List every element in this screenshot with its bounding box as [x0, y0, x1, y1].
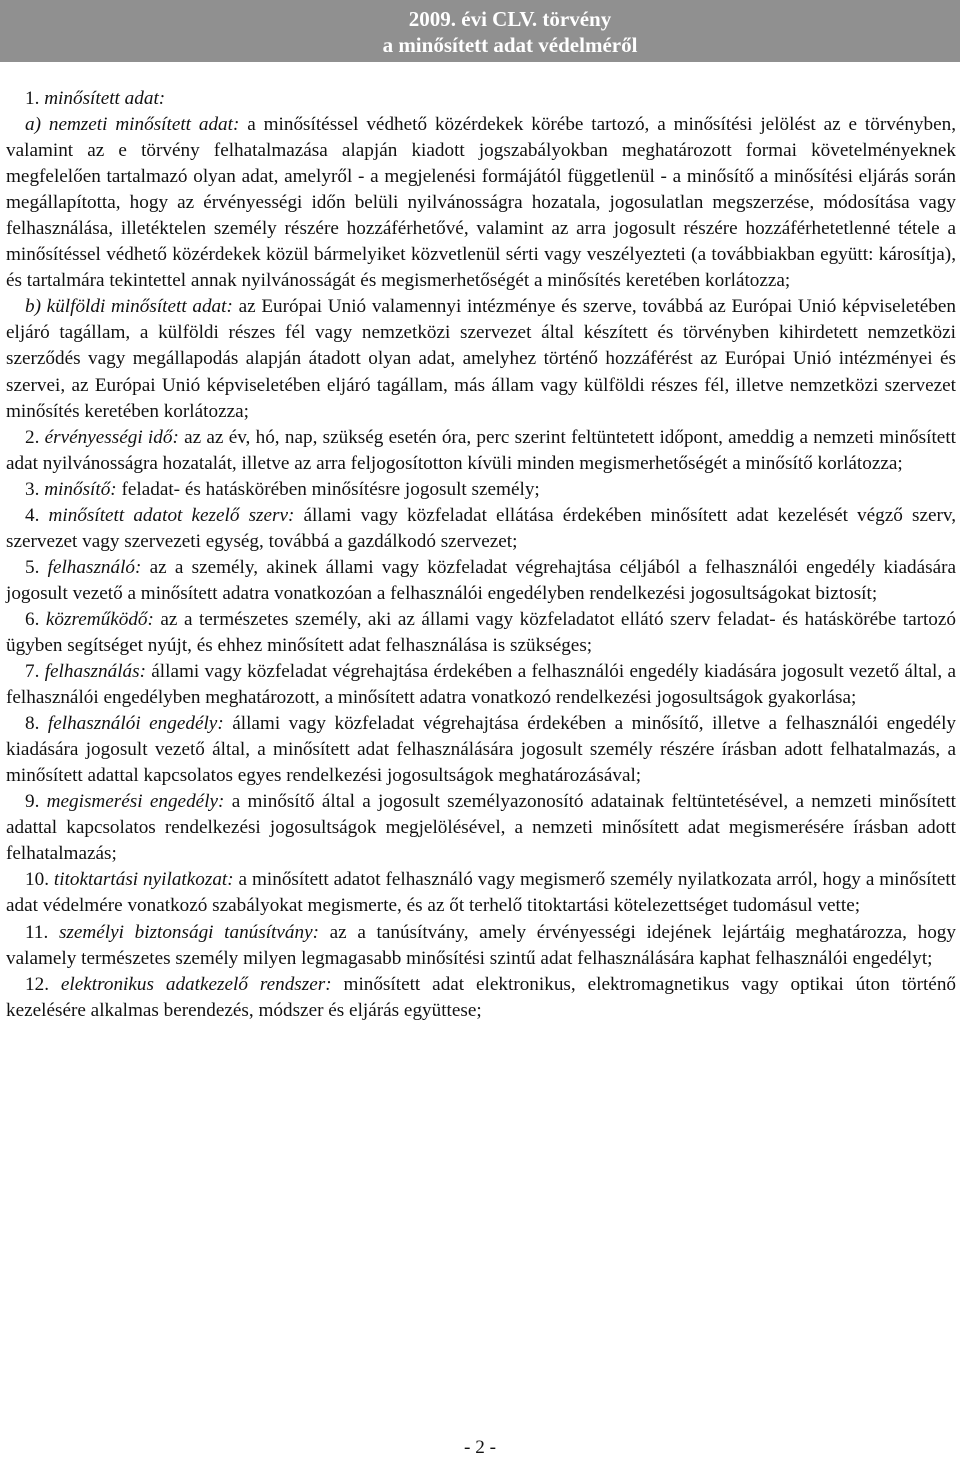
definition-number: 9. — [25, 791, 47, 813]
definition-text: állami vagy közfeladat ellátása érdekében minősített adat kezelését végző szerv, szervezet vagy szervezeti egység, továbbá a gazdálkodó szervezet; — [6, 504, 957, 552]
header-band — [0, 0, 960, 62]
definition-paragraph — [6, 920, 956, 972]
defined-term: minősített adat: — [44, 88, 166, 109]
definition-text: az Európai Unió valamennyi intézménye és szerve, továbbá az Európai Unió képviseletében eljáró tagállam, a külföldi részes fél vagy nemzetközi szervezet által készített és törvényben kihirdetett nemzetközi szerződés vagy megállapodás alapján átadott olyan adat, amelyhez történő hozzáférést az Európai Unió intézményei és szervei, az Európai Unió képviseletében eljáró tagállam, más állam vagy külföldi részes fél, illetve nemzetközi szervezet minősítés keretében korlátozza; — [6, 296, 957, 422]
defined-term: felhasználás: — [44, 661, 146, 683]
definition-text: az a természetes személy, aki az állami vagy közfeladatot ellátó szerv feladat- és hatáskörébe tartozó ügyben segítséget nyújt, és ehhez minősített adat felhasználása is szükséges; — [6, 608, 957, 656]
definition-paragraph — [6, 294, 956, 424]
definition-text: a minősített adatot felhasználó vagy megismerő személy nyilatkozata arról, hogy a minősített adat védelmére vonatkozó szabályokat megismerte, és az őt terhelő titoktartási kötelezettséget tudomásul vette; — [6, 869, 957, 917]
definition-paragraph — [6, 555, 956, 607]
definition-paragraph — [6, 867, 956, 919]
definition-number: 10. — [25, 869, 54, 891]
page-number: - 2 - — [464, 1437, 496, 1458]
definition-number: 7. — [25, 661, 45, 683]
definition-text: minősített adat elektronikus, elektromagnetikus vagy optikai úton történő kezelésére alkalmas berendezés, módszer és eljárás együttese; — [6, 973, 957, 1021]
definition-text: állami vagy közfeladat végrehajtása érdekében a felhasználói engedély kiadására jogosult vezető által, a felhasználói engedélyben meghatározott, a minősített adatra vonatkozó rendelkezési jogosultságok gyakorlása; — [6, 661, 956, 709]
defined-term: személyi biztonsági tanúsítvány: — [58, 921, 319, 943]
definition-text: az a személy, akinek állami vagy közfeladat végrehajtása céljából a felhasználói engedély kiadására jogosult vezető a minősített adatra vonatkozóan a felhasználói engedélyben rendelkezési jogosultságokat biztosít; — [6, 556, 956, 604]
defined-term: elektronikus adatkezelő rendszer: — [60, 973, 332, 995]
definition-text: a minősítéssel védhető közérdekek körébe tartozó, a minősítési jelölést az e törvényben, valamint az e törvény felhatalmazása alapján kiadott jogszabályokban meghatározott formai követelményeknek megfelelően tartalmazó olyan adat, amelyről - a megjelenési formájától függetlenül - a minősítő a minősítési eljárás során megállapította, hogy az érvényességi időn belüli nyilvánosságra hozatala, jogosulatlan megszerzése, módosítása vagy felhasználása, illetéktelen személy részére hozzáférhetővé, valamint az arra jogosult részére hozzáférhetetlenné tétele a minősítéssel védhető közérdekek közül bármelyiket közvetlenül sérti vagy veszélyezteti (a továbbiakban együtt: károsítja), és tartalmára tekintettel annak nyilvánosságát és megismerhetőségét a minősítés keretében korlátozza; — [6, 114, 957, 292]
defined-term: érvényességi idő: — [44, 426, 179, 448]
definition-paragraph — [6, 503, 956, 555]
definition-number: 2. — [25, 426, 45, 448]
definition-paragraph — [6, 425, 956, 477]
defined-term: felhasználói engedély: — [47, 713, 224, 735]
definition-paragraph — [6, 86, 956, 112]
definition-text: az a tanúsítvány, amely érvényességi idejének lejártáig meghatározza, hogy valamely természetes személy milyen legmagasabb minősítési szintű adat felhasználására kaphat felhasználói engedélyt; — [6, 921, 956, 969]
defined-term: felhasználó: — [47, 556, 142, 578]
definition-text: feladat- és hatáskörében minősítésre jogosult személy; — [116, 478, 540, 500]
definition-paragraph — [6, 112, 956, 294]
definition-text: az az év, hó, nap, szükség esetén óra, perc szerint feltüntetett időpont, ameddig a nemzeti minősített adat nyilvánosságra hozatalát, illetve az arra feljogosítotton kívüli minden megismerhetőségét a minősítő korlátozza; — [6, 426, 956, 474]
definition-number: 6. — [25, 608, 46, 630]
definition-number: 12. — [25, 973, 61, 995]
defined-term: minősített adatot kezelő szerv: — [48, 504, 295, 526]
definition-number: 5. — [25, 556, 48, 578]
defined-term: b) külföldi minősített adat: — [25, 296, 233, 318]
defined-term: közreműködő: — [45, 608, 154, 630]
definition-paragraph — [6, 711, 956, 789]
definition-paragraph — [6, 607, 956, 659]
definition-text: állami vagy közfeladat végrehajtása érdekében a minősítő, illetve a felhasználói engedély kiadására jogosult vezető által, a minősített adat felhasználására jogosult személy részére írásban adott felhatalmazás, a minősített adattal kapcsolatos egyes rendelkezési jogosultságok meghatározásával; — [6, 713, 956, 787]
definition-number: 11. — [25, 921, 59, 943]
defined-term: titoktartási nyilatkozat: — [53, 869, 234, 891]
definition-number: 4. — [25, 504, 49, 526]
defined-term: a) nemzeti minősített adat: — [25, 114, 240, 136]
definition-paragraph — [6, 477, 956, 503]
document-body — [6, 86, 956, 1024]
definition-number: 8. — [25, 713, 48, 735]
header-title-line1: 2009. évi CLV. törvény — [408, 7, 612, 31]
header-title-line2: a minősített adat védelméről — [382, 33, 638, 57]
definition-paragraph — [6, 972, 956, 1024]
definition-paragraph — [6, 659, 956, 711]
defined-term: minősítő: — [44, 478, 117, 500]
defined-term: megismerési engedély: — [46, 791, 225, 813]
definition-number: 1. — [25, 88, 45, 109]
definition-text: a minősítő által a jogosult személyazonosító adatainak feltüntetésével, a nemzeti minősített adattal kapcsolatos rendelkezési jogosultságok megjelölésével, a nemzeti minősített adat megismerésére írásban adott felhatalmazás; — [6, 791, 957, 865]
definition-paragraph — [6, 789, 956, 867]
definition-number: 3. — [25, 478, 45, 500]
